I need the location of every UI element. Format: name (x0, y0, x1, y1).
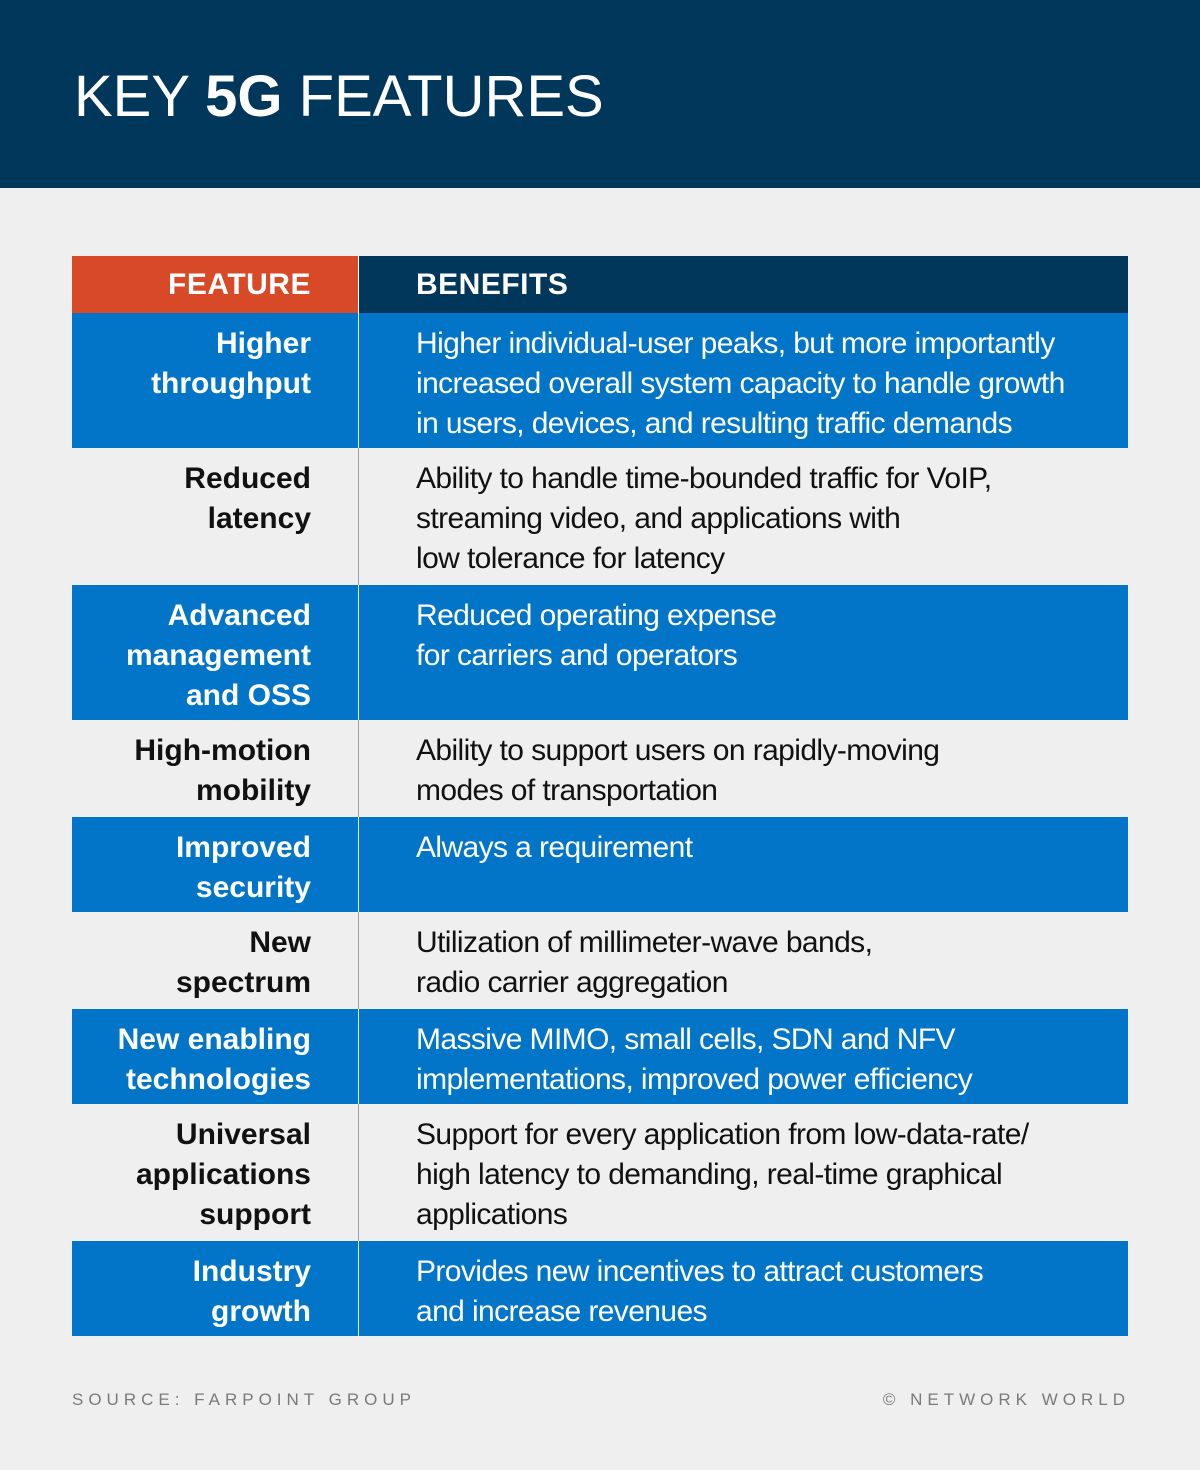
benefit-cell: Massive MIMO, small cells, SDN and NFV implementations, improved power efficiency (416, 1023, 973, 1096)
page-title (74, 62, 604, 132)
source-note: SOURCE: FARPOINT GROUP (72, 1390, 416, 1409)
benefit-cell: Reduced operating expense for carriers and operators (416, 599, 777, 672)
benefit-cell: Always a requirement (416, 831, 693, 864)
feature-cell: Reduced latency (72, 448, 359, 585)
table-row (72, 817, 1128, 912)
title-suffix: FEATURES (298, 64, 604, 129)
benefits-column-header: BENEFITS (359, 256, 1128, 313)
feature-cell: Industry growth (72, 1241, 359, 1336)
table-row (72, 585, 1128, 720)
benefit-cell: Utilization of millimeter-wave bands, radio carrier aggregation (416, 926, 873, 999)
table-row (72, 912, 1128, 1009)
feature-cell: Higher throughput (72, 313, 359, 448)
table-row (72, 1241, 1128, 1336)
copyright-note: © NETWORK WORLD (882, 1390, 1130, 1409)
title-bold: 5G (205, 64, 283, 129)
benefit-cell: Ability to handle time-bounded traffic for VoIP, streaming video, and applications with low tolerance for latency (416, 462, 992, 575)
feature-cell: New enabling technologies (72, 1009, 359, 1104)
table-row (72, 1009, 1128, 1104)
table-row (72, 720, 1128, 817)
feature-column-header: FEATURE (72, 256, 359, 313)
feature-cell: New spectrum (72, 912, 359, 1009)
table-row (72, 448, 1128, 585)
feature-cell: Advanced management and OSS (72, 585, 359, 720)
features-table (72, 256, 1128, 1336)
benefit-cell: Support for every application from low-data-rate/ high latency to demanding, real-time graphical applications (416, 1118, 1029, 1231)
title-prefix: KEY (74, 64, 190, 129)
table-header-row (72, 256, 1128, 313)
feature-cell: Improved security (72, 817, 359, 912)
feature-cell: Universal applications support (72, 1104, 359, 1241)
table-row (72, 313, 1128, 448)
header-banner (0, 0, 1200, 188)
table-row (72, 1104, 1128, 1241)
benefit-cell: Higher individual-user peaks, but more importantly increased overall system capacity to handle growth in users, devices, and resulting traffic demands (416, 327, 1065, 440)
benefit-cell: Ability to support users on rapidly-moving modes of transportation (416, 734, 940, 807)
benefit-cell: Provides new incentives to attract customers and increase revenues (416, 1255, 984, 1328)
feature-cell: High-motion mobility (72, 720, 359, 817)
